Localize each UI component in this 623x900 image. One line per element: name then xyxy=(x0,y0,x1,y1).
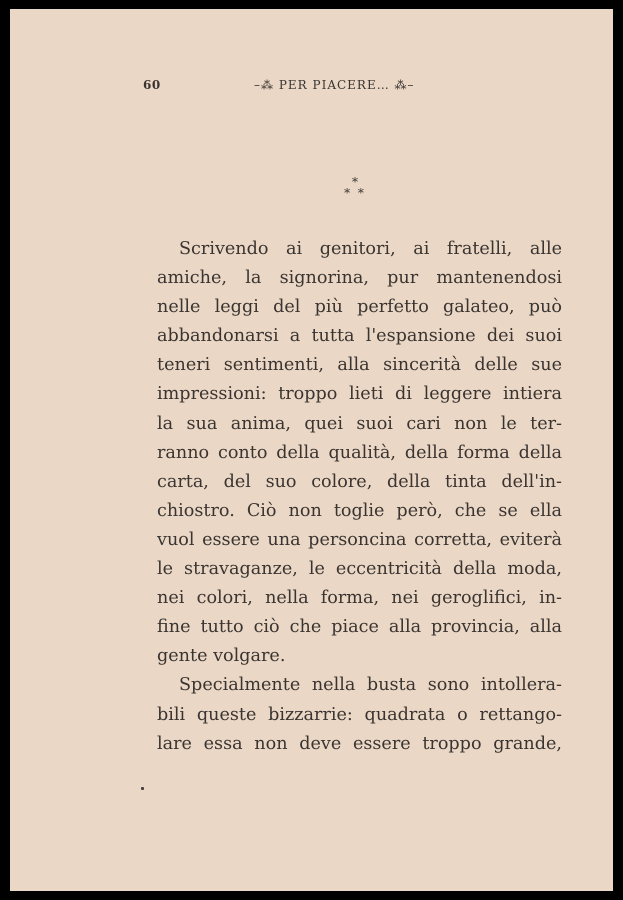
running-title: –⁂ PER PIACERE… ⁂– xyxy=(254,78,415,92)
book-page xyxy=(10,9,613,891)
asterism-top: * xyxy=(352,175,358,189)
running-head xyxy=(10,78,613,98)
text-line: vuol essere una personcina corretta, eviterà xyxy=(157,529,562,550)
text-line: gente volgare. xyxy=(157,646,286,667)
text-line: fine tutto ciò che piace alla provincia, alla xyxy=(157,617,562,638)
text-line: lare essa non deve essere troppo grande, xyxy=(157,733,562,754)
text-line: bili queste bizzarrie: quadrata o rettango- xyxy=(157,704,562,725)
asterism-bottom: * * xyxy=(344,186,366,200)
text-line: le stravaganze, le eccentricità della moda, xyxy=(157,559,562,580)
text-line: nelle leggi del più perfetto galateo, può xyxy=(157,297,562,318)
text-line: la sua anima, quei suoi cari non le ter- xyxy=(157,413,562,434)
text-line: abbandonarsi a tutta l'espansione dei suoi xyxy=(157,326,562,347)
text-line: ranno conto della qualità, della forma della xyxy=(157,442,562,463)
ink-speck xyxy=(141,787,144,790)
text-line: nei colori, nella forma, nei geroglifici, in- xyxy=(157,588,562,609)
page-number: 60 xyxy=(143,78,161,92)
text-line: impressioni: troppo lieti di leggere intiera xyxy=(157,384,562,405)
text-line: Scrivendo ai genitori, ai fratelli, alle xyxy=(179,239,562,259)
text-line: chiostro. Ciò non toglie però, che se ella xyxy=(157,500,562,521)
body-text xyxy=(157,235,562,759)
text-line: Specialmente nella busta sono intollera- xyxy=(179,675,562,696)
text-line: teneri sentimenti, alla sincerità delle sue xyxy=(157,355,562,376)
text-line: carta, del suo colore, della tinta dell'in- xyxy=(157,471,562,492)
asterism-ornament xyxy=(340,177,370,205)
text-line: amiche, la signorina, pur mantenendosi xyxy=(157,268,562,289)
